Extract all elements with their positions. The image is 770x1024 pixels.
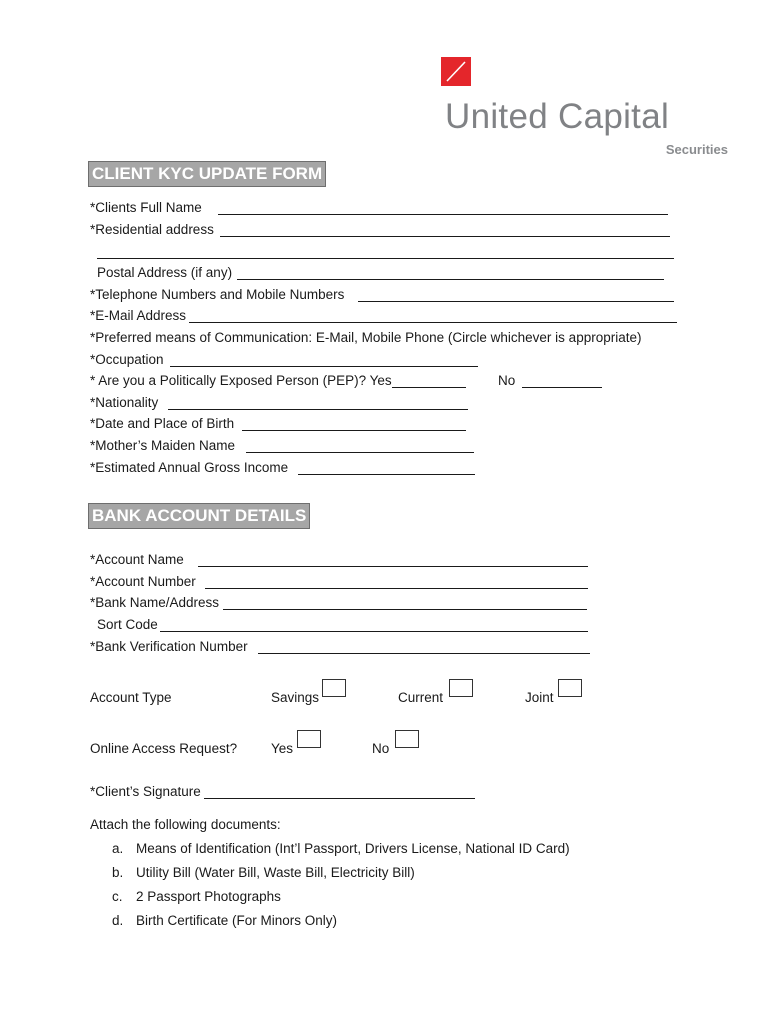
postal-address-label: Postal Address (if any) — [97, 265, 233, 280]
joint-checkbox[interactable] — [558, 679, 582, 697]
nationality-label: *Nationality — [90, 395, 159, 410]
signature-field[interactable] — [204, 798, 475, 799]
mothers-maiden-name-field[interactable] — [246, 452, 474, 453]
income-label: *Estimated Annual Gross Income — [90, 460, 289, 475]
document-item-text: Means of Identification (Int’l Passport, Drivers License, National ID Card) — [136, 841, 570, 856]
preferred-communication-label: *Preferred means of Communication: E-Mail, Mobile Phone (Circle whichever is appropriate) — [90, 330, 642, 345]
bank-section-title: BANK ACCOUNT DETAILS — [88, 503, 310, 529]
online-access-yes-label: Yes — [271, 741, 294, 756]
signature-label: *Client’s Signature — [90, 784, 201, 799]
bank-name-field[interactable] — [223, 609, 587, 610]
slash-icon — [441, 57, 471, 86]
document-item-text: Birth Certificate (For Minors Only) — [136, 913, 338, 928]
dob-field[interactable] — [242, 430, 466, 431]
pep-yes-field[interactable] — [392, 387, 466, 388]
residential-address-field-line2[interactable] — [97, 258, 674, 259]
online-access-yes-checkbox[interactable] — [297, 730, 321, 748]
nationality-field[interactable] — [168, 409, 468, 410]
account-type-savings-label: Savings — [271, 690, 320, 705]
document-item — [112, 840, 570, 858]
account-number-field[interactable] — [205, 588, 588, 589]
account-type-current-label: Current — [398, 690, 444, 705]
online-access-no-label: No — [372, 741, 390, 756]
income-field[interactable] — [298, 474, 475, 475]
bank-name-label: *Bank Name/Address — [90, 595, 220, 610]
savings-checkbox[interactable] — [322, 679, 346, 697]
residential-address-label: *Residential address — [90, 222, 214, 237]
email-field[interactable] — [189, 322, 677, 323]
account-name-field[interactable] — [198, 566, 588, 567]
document-item-marker: d. — [112, 913, 124, 928]
document-item — [112, 864, 415, 882]
occupation-field[interactable] — [170, 366, 478, 367]
pep-label: * Are you a Politically Exposed Person (PEP)? Yes — [90, 373, 392, 388]
bvn-field[interactable] — [258, 653, 590, 654]
telephone-label: *Telephone Numbers and Mobile Numbers — [90, 287, 345, 302]
online-access-label: Online Access Request? — [90, 741, 238, 756]
account-type-joint-label: Joint — [525, 690, 554, 705]
document-item-marker: c. — [112, 889, 123, 904]
document-item-marker: b. — [112, 865, 124, 880]
brand-subtitle: Securities — [665, 142, 728, 157]
mothers-maiden-name-label: *Mother’s Maiden Name — [90, 438, 236, 453]
residential-address-field[interactable] — [220, 236, 670, 237]
sort-code-label: Sort Code — [97, 617, 158, 632]
document-item — [112, 888, 281, 906]
dob-label: *Date and Place of Birth — [90, 416, 235, 431]
account-type-label: Account Type — [90, 690, 172, 705]
telephone-field[interactable] — [358, 301, 674, 302]
account-number-label: *Account Number — [90, 574, 196, 589]
brand-name: United Capital — [445, 97, 670, 136]
postal-address-field[interactable] — [237, 279, 664, 280]
full-name-label: *Clients Full Name — [90, 200, 202, 215]
documents-intro: Attach the following documents: — [90, 817, 281, 832]
document-item-text: Utility Bill (Water Bill, Waste Bill, Electricity Bill) — [136, 865, 415, 880]
brand-logo-mark — [441, 57, 471, 86]
sort-code-field[interactable] — [160, 631, 588, 632]
document-item-marker: a. — [112, 841, 124, 856]
pep-no-field[interactable] — [522, 387, 602, 388]
pep-no-label: No — [498, 373, 516, 388]
full-name-field[interactable] — [218, 214, 668, 215]
account-name-label: *Account Name — [90, 552, 184, 567]
email-label: *E-Mail Address — [90, 308, 187, 323]
occupation-label: *Occupation — [90, 352, 164, 367]
bvn-label: *Bank Verification Number — [90, 639, 248, 654]
online-access-no-checkbox[interactable] — [395, 730, 419, 748]
current-checkbox[interactable] — [449, 679, 473, 697]
document-item-text: 2 Passport Photographs — [136, 889, 281, 904]
client-section-title: CLIENT KYC UPDATE FORM — [88, 161, 326, 187]
document-item — [112, 912, 337, 930]
